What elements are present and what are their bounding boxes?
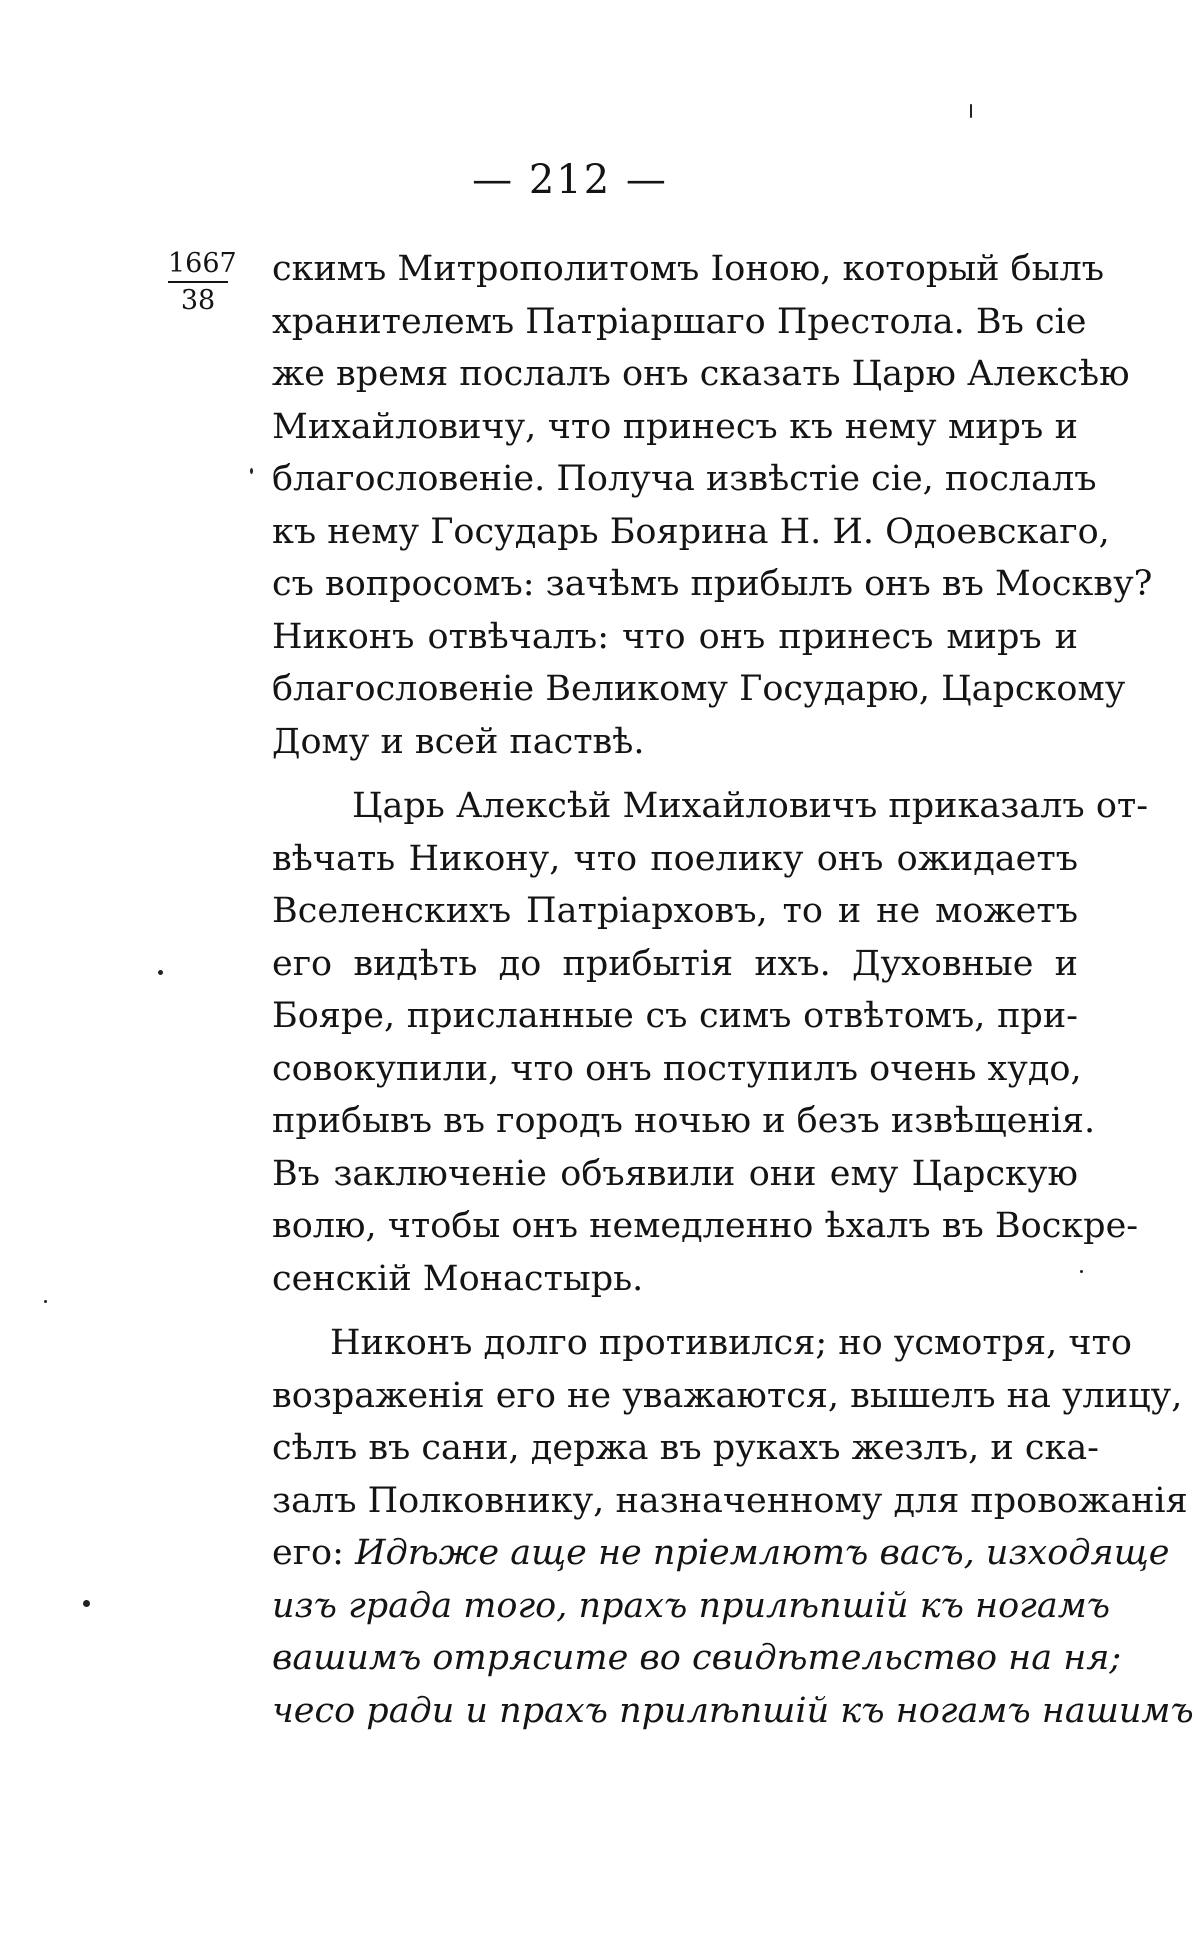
text-line: съ вопросомъ: зачѣмъ прибылъ онъ въ Москву?	[272, 564, 1153, 604]
text-line: благословеніе Великому Государю, Царскому	[272, 669, 1126, 709]
text-line: хранителемъ Патріаршаго Престола. Въ сіе	[272, 301, 1087, 342]
scan-speck	[44, 1300, 47, 1303]
text-line: сѣлъ въ сани, держа въ рукахъ жезлъ, и ска-	[272, 1428, 1100, 1468]
text-line: вѣчать Никону, что поелику онъ ожидаетъ	[272, 838, 1078, 879]
text-line: залъ Полковнику, назначенному для провожанія	[272, 1480, 1188, 1521]
text-line: благословеніе. Получа извѣстіе сіе, послалъ	[272, 459, 1097, 499]
paragraph-2	[272, 780, 1149, 1305]
scan-speck	[1080, 1270, 1083, 1273]
text-line: прибывъ въ городъ ночью и безъ извѣщенія.	[272, 1101, 1096, 1141]
text-line: Въ заключеніе объявили они ему Царскую	[272, 1153, 1078, 1194]
scan-speck	[158, 970, 163, 975]
margin-note-year: 1667	[168, 250, 228, 283]
text-line: Бояре, присланные съ симъ отвѣтомъ, при-	[272, 996, 1078, 1036]
text-span: его:	[272, 1533, 356, 1573]
text-line-mixed	[272, 1527, 1170, 1580]
margin-note-number: 38	[180, 285, 216, 316]
text-line: же время послалъ онъ сказать Царю Алексѣю	[272, 354, 1130, 394]
text-line: Дому и всей паствѣ.	[272, 721, 645, 762]
quote-line: вашимъ отрясите во свидѣтельство на ня;	[272, 1638, 1122, 1678]
text-line: Михайловичу, что принесъ къ нему миръ и	[272, 406, 1078, 447]
text-line: къ нему Государь Боярина Н. И. Одоевскаго,	[272, 511, 1110, 552]
text-line: волю, чтобы онъ немедленно ѣхалъ въ Воскре-	[272, 1206, 1139, 1246]
paragraph-1	[272, 243, 1153, 768]
text-body	[272, 243, 1194, 1737]
scan-speck	[83, 1600, 90, 1607]
margin-note	[168, 248, 237, 316]
text-line: Никонъ отвѣчалъ: что онъ принесъ миръ и	[272, 616, 1078, 657]
text-line: Вселенскихъ Патріарховъ, то и не можетъ	[272, 891, 1078, 931]
text-line: скимъ Митрополитомъ Іоною, который былъ	[272, 249, 1104, 289]
text-line: Царь Алексѣй Михайловичъ приказалъ от-	[352, 786, 1149, 826]
quote-line: изъ града того, прахъ прилѣпшій къ ногамъ	[272, 1585, 1111, 1626]
quote-span: Идѣже аще не пріемлютъ васъ, изходяще	[355, 1533, 1170, 1573]
scan-speck	[970, 104, 972, 118]
text-line: Никонъ долго противился; но усмотря, что	[330, 1323, 1132, 1363]
scan-speck	[250, 468, 253, 474]
text-line: его видѣть до прибытія ихъ. Духовные и	[272, 943, 1078, 984]
page-number: — 212 —	[472, 157, 668, 203]
paragraph-3	[272, 1317, 1194, 1737]
text-line: возраженія его не уважаются, вышелъ на улицу,	[272, 1375, 1183, 1416]
text-line: совокупили, что онъ поступилъ очень худо,	[272, 1048, 1082, 1089]
text-line: сенскій Монастырь.	[272, 1258, 644, 1299]
quote-line: чесо ради и прахъ прилѣпшій къ ногамъ нашимъ	[272, 1690, 1194, 1731]
